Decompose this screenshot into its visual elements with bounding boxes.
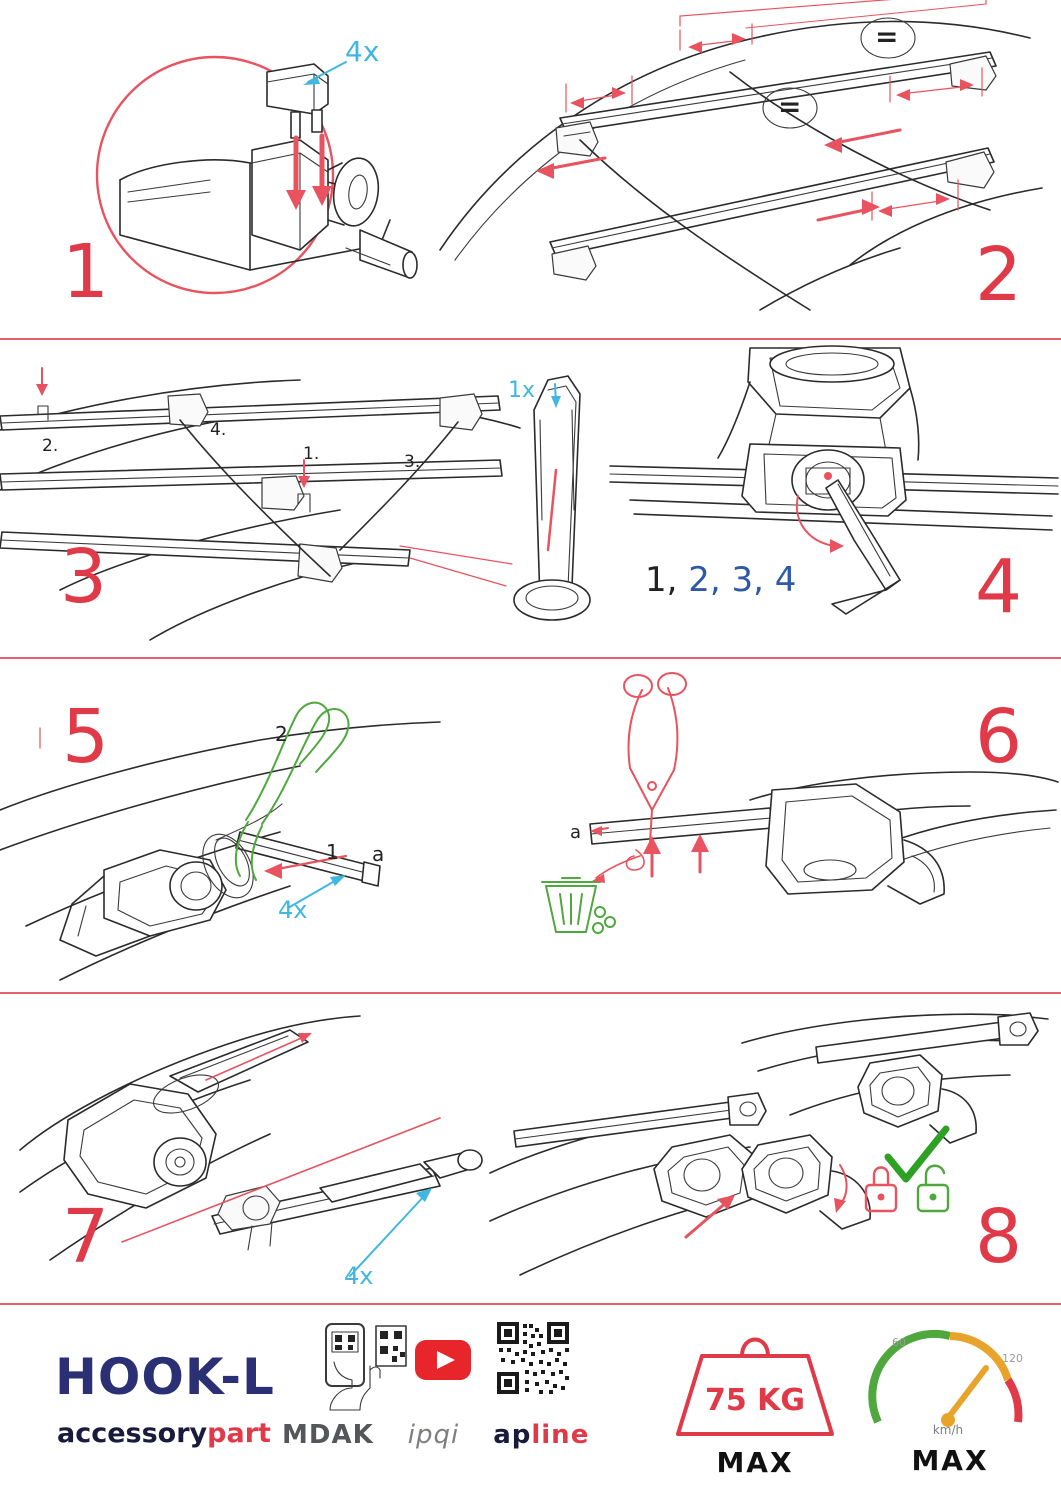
speed-tick-120: 120 bbox=[1002, 1352, 1023, 1365]
max-speed-label: MAX bbox=[911, 1444, 989, 1477]
speed-unit: km/h bbox=[932, 1423, 964, 1437]
step-3-number: 3 bbox=[60, 534, 110, 620]
step-4-seq-2: 2, bbox=[688, 560, 721, 600]
brand-sub-accessory: accessory bbox=[57, 1418, 208, 1449]
partner-logos bbox=[282, 1420, 589, 1450]
step-7-quantity-label: 4x bbox=[344, 1262, 374, 1290]
qr-scan-phone-icon bbox=[312, 1322, 412, 1412]
divider-row-2 bbox=[0, 657, 1061, 659]
step-3-arrow-down-2 bbox=[290, 458, 330, 518]
brand-subtitle bbox=[57, 1418, 271, 1449]
divider-row-3 bbox=[0, 992, 1061, 994]
speed-tick-60: 60 bbox=[892, 1336, 906, 1349]
step-8-number: 8 bbox=[975, 1194, 1025, 1280]
step-3-marker-4: 4. bbox=[210, 420, 227, 440]
step-2-number: 2 bbox=[975, 232, 1025, 318]
footer bbox=[0, 1310, 1061, 1500]
step-3-marker-2: 2. bbox=[42, 436, 59, 456]
apline-line: line bbox=[531, 1420, 590, 1450]
step-5-marker-a: a bbox=[372, 842, 385, 866]
step-1-illustration bbox=[60, 20, 460, 320]
max-speed-block bbox=[860, 1318, 1040, 1488]
step-6-marker-a: a bbox=[570, 822, 582, 843]
step-4-sequence bbox=[645, 560, 796, 600]
brand-title: HOOK-L bbox=[55, 1348, 275, 1406]
step-4-number: 4 bbox=[975, 544, 1025, 630]
youtube-icon[interactable] bbox=[415, 1340, 475, 1384]
step-3-marker-1: 1. bbox=[303, 444, 320, 464]
step-4-seq-4: 4 bbox=[774, 560, 797, 600]
max-weight-value: 75 KG bbox=[704, 1383, 806, 1418]
step-2-equal-bottom: = bbox=[778, 90, 802, 123]
step-3-arrow-down bbox=[28, 362, 68, 422]
step-8-illustration bbox=[490, 1005, 1050, 1295]
partner-logo-mdak: MDAK bbox=[282, 1420, 374, 1450]
step-2-illustration bbox=[430, 10, 1050, 320]
step-4-seq-3: 3, bbox=[731, 560, 764, 600]
step-7-number: 7 bbox=[62, 1194, 112, 1280]
step-5-quantity-label: 4x bbox=[278, 896, 308, 924]
step-5-marker-2: 2 bbox=[275, 722, 288, 746]
max-weight-label: MAX bbox=[716, 1446, 794, 1479]
brand-sub-part: part bbox=[207, 1418, 271, 1449]
divider-row-4 bbox=[0, 1303, 1061, 1305]
step-2-equal-top: = bbox=[875, 20, 899, 53]
step-6-number: 6 bbox=[975, 694, 1025, 780]
partner-logo-ipqi: ipqi bbox=[407, 1420, 460, 1450]
max-weight-block bbox=[660, 1320, 850, 1490]
step-1-quantity-label: 4x bbox=[345, 35, 380, 68]
step-5-number: 5 bbox=[62, 694, 112, 780]
step-3-marker-3: 3. bbox=[404, 452, 421, 472]
step-4-seq-1: 1, bbox=[645, 560, 678, 600]
step-3-quantity-label: 1x bbox=[508, 378, 536, 403]
partner-logo-apline bbox=[493, 1420, 589, 1450]
divider-row-1 bbox=[0, 338, 1061, 340]
step-1-number: 1 bbox=[62, 229, 112, 315]
step-5-marker-1: 1 bbox=[326, 840, 339, 864]
qr-code-icon bbox=[495, 1320, 571, 1396]
apline-ap: ap bbox=[493, 1420, 532, 1450]
